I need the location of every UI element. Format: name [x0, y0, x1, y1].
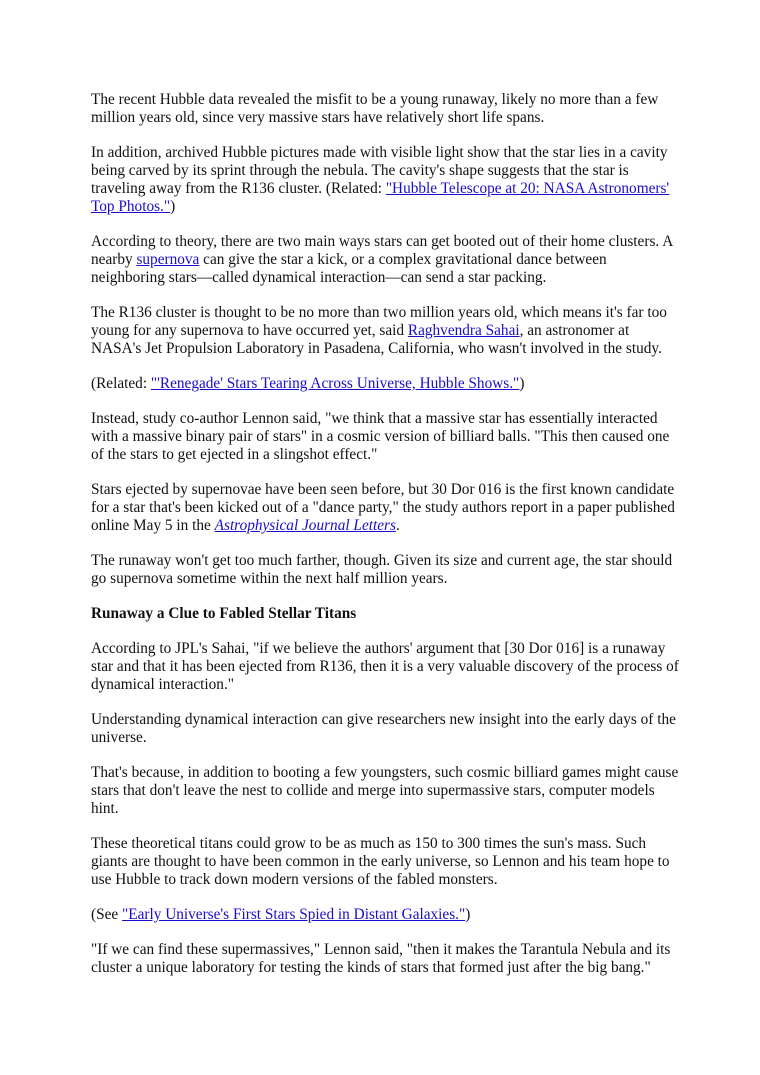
link-hubble-telescope-at-20[interactable]: "Hubble Telescope at 20: NASA Astronomers' Top Photos.": [91, 180, 670, 215]
paragraph-runaway-future: The runaway won't get too much farther, though. Given its size and current age, the star should go supernova sometime within the next half million years.: [91, 552, 673, 587]
link-renegade-stars[interactable]: "'Renegade' Stars Tearing Across Universe, Hubble Shows.": [150, 375, 520, 392]
link-astrophysical-journal-letters[interactable]: Astrophysical Journal Letters: [214, 517, 396, 534]
link-raghvendra-sahai[interactable]: Raghvendra Sahai: [407, 322, 520, 339]
paragraph-text: .: [395, 517, 400, 534]
paragraph-text: The R136 cluster is thought to be no more than two million years old, which means it's far too young for any supernova to have occurred yet, said: [91, 304, 667, 339]
paragraph-understanding: Understanding dynamical interaction can give researchers new insight into the early days of the universe.: [91, 711, 676, 746]
paragraph-theory: [91, 233, 681, 287]
paragraph-titans: These theoretical titans could grow to be as much as 150 to 300 times the sun's mass. Such giants are thought to have been common in the early universe, so Lennon and his team hope to use Hubble to track down modern versions of the fabled monsters.: [91, 835, 670, 888]
article-body: [91, 91, 681, 994]
link-supernova[interactable]: supernova: [136, 251, 200, 268]
paragraph-related-renegade: [91, 375, 681, 393]
section-heading: Runaway a Clue to Fabled Stellar Titans: [91, 605, 357, 622]
paragraph-text: ): [170, 198, 176, 215]
paragraph-dance-party: [91, 481, 681, 535]
paragraph-text: ): [465, 906, 471, 923]
paragraph-billiard-games: That's because, in addition to booting a few youngsters, such cosmic billiard games might cause stars that don't leave the nest to collide and merge into supermassive stars, computer models hint.: [91, 764, 679, 817]
paragraph-sahai-quote: According to JPL's Sahai, "if we believe the authors' argument that [30 Dor 016] is a runaway star and that it has been ejected from R136, then it is a very valuable discovery of the process of dynamical interaction.": [91, 640, 679, 693]
link-early-universe-first-stars[interactable]: "Early Universe's First Stars Spied in Distant Galaxies.": [122, 906, 466, 923]
paragraph-text: According to theory, there are two main ways stars can get booted out of their home clusters. A nearby: [91, 233, 673, 268]
paragraph-lennon-quote: Instead, study co-author Lennon said, "we think that a massive star has essentially interacted with a massive binary pair of stars" in a cosmic version of billiard balls. "This then caused one of the stars to get ejected in a slingshot effect.": [91, 410, 670, 463]
paragraph-r136-age: [91, 304, 681, 358]
paragraph-text: (Related:: [91, 375, 151, 392]
paragraph-see-early-universe: [91, 906, 681, 924]
paragraph-cavity: [91, 144, 681, 216]
paragraph-text: ): [519, 375, 525, 392]
paragraph-text: (See: [91, 906, 123, 923]
paragraph-young-runaway: The recent Hubble data revealed the misfit to be a young runaway, likely no more than a few million years old, since very massive stars have relatively short life spans.: [91, 91, 659, 126]
paragraph-text: In addition, archived Hubble pictures made with visible light show that the star lies in a cavity being carved by its sprint through the nebula. The cavity's shape suggests that the star is traveling away from the R136 cluster. (Related:: [91, 144, 668, 197]
paragraph-text: Stars ejected by supernovae have been seen before, but 30 Dor 016 is the first known candidate for a star that's been kicked out of a "dance party," the study authors report in a paper published online May 5 in the: [91, 481, 675, 534]
paragraph-closing-quote: "If we can find these supermassives," Lennon said, "then it makes the Tarantula Nebula and its cluster a unique laboratory for testing the kinds of stars that formed just after the big bang.": [91, 941, 671, 976]
paragraph-text: can give the star a kick, or a complex gravitational dance between neighboring stars—called dynamical interaction—can send a star packing.: [91, 251, 607, 286]
paragraph-text: , an astronomer at NASA's Jet Propulsion Laboratory in Pasadena, California, who wasn't involved in the study.: [91, 322, 662, 357]
